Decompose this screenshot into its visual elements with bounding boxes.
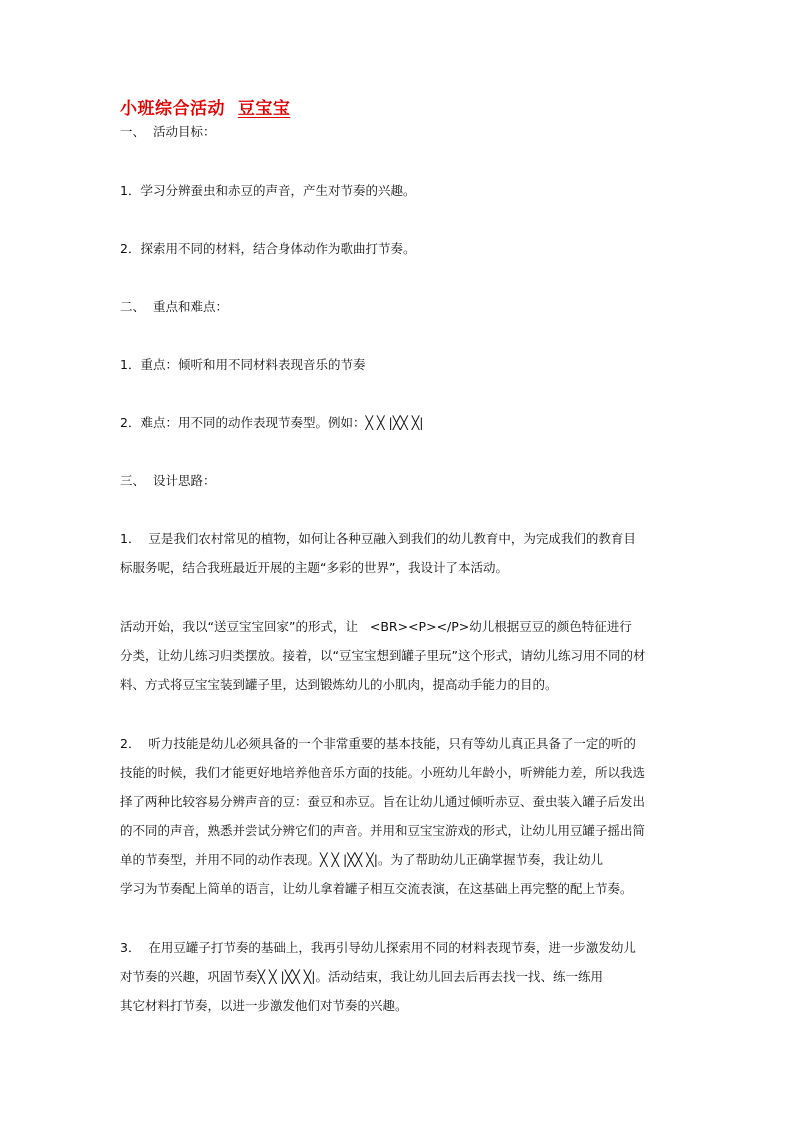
- line-text: 单的节奏型，并用不同的动作表现。: [120, 852, 321, 867]
- paragraph-line-with-rhythm: [120, 962, 676, 991]
- line-text: 。为了帮助幼儿正确掌握节奏，我让幼儿: [378, 852, 604, 867]
- rhythm-notation-end: ╳|: [407, 415, 424, 430]
- line-text: 。活动结束，我让幼儿回去后再去找一找、练一练用: [315, 969, 604, 984]
- page-title: [120, 94, 290, 119]
- rhythm-notation-underlined: ╳╳: [347, 852, 363, 867]
- key-point-1: 1．重点：倾听和用不同材料表现音乐的节奏: [120, 357, 366, 372]
- paragraph-line: 3． 在用豆罐子打节奏的基础上，我再引导幼儿探索用不同的材料表现节奏，进一步激发幼儿: [120, 940, 636, 955]
- section-heading-key-points: 二、 重点和难点：: [120, 299, 228, 314]
- key-point-2: [120, 415, 423, 431]
- paragraph-line: 分类，让幼儿练习归类摆放。接着，以“豆宝宝想到罐子里玩”这个形式，请幼儿练习用不同的材: [120, 648, 646, 663]
- rhythm-notation-end: ╳|: [299, 969, 316, 984]
- design-paragraph-3: [120, 729, 676, 903]
- paragraph-line: 技能的时候，我们才能更好地培养他音乐方面的技能。小班幼儿年龄小，听辨能力差，所以我选: [120, 765, 646, 780]
- rhythm-notation-underlined: ╳╳: [284, 969, 300, 984]
- goal-item-1: 1．学习分辨蚕虫和赤豆的声音，产生对节奏的兴趣。: [120, 183, 416, 198]
- rhythm-notation: ╳ ╳ |: [365, 415, 393, 430]
- section-heading-goals: 一、 活动目标：: [120, 124, 216, 139]
- paragraph-line: 标服务呢，结合我班最近开展的主题“多彩的世界”，我设计了本活动。: [120, 560, 508, 575]
- section-heading-design: 三、 设计思路：: [120, 473, 216, 488]
- title-prefix: 小班综合活动: [120, 99, 225, 119]
- design-paragraph-4: [120, 933, 676, 1020]
- paragraph-line-with-rhythm: [120, 845, 676, 874]
- design-paragraph-1: [120, 524, 676, 582]
- paragraph-line: 1． 豆是我们农村常见的植物，如何让各种豆融入到我们的幼儿教育中，为完成我们的教育目: [120, 531, 636, 546]
- rhythm-notation: ╳ ╳ |: [320, 852, 348, 867]
- goal-item-2: 2．探索用不同的材料，结合身体动作为歌曲打节奏。: [120, 241, 416, 256]
- paragraph-line: 择了两种比较容易分辨声音的豆：蚕豆和赤豆。旨在让幼儿通过倾听赤豆、蚕虫装入罐子后发出: [120, 794, 646, 809]
- rhythm-notation-underlined: ╳╳: [392, 415, 408, 430]
- line-text: 对节奏的兴趣，巩固节奏: [120, 969, 258, 984]
- key-point-2-text: 2．难点：用不同的动作表现节奏型。例如：: [120, 415, 366, 430]
- paragraph-line: 料、方式将豆宝宝装到罐子里，达到锻炼幼儿的小肌肉，提高动手能力的目的。: [120, 677, 558, 692]
- rhythm-notation: ╳ ╳ |: [257, 969, 285, 984]
- paragraph-line: 其它材料打节奏，以进一步激发他们对节奏的兴趣。: [120, 998, 408, 1013]
- title-underlined: 豆宝宝: [237, 99, 291, 119]
- paragraph-line: 2． 听力技能是幼儿必须具备的一个非常重要的基本技能，只有等幼儿真正具备了一定的听的: [120, 736, 636, 751]
- design-paragraph-2: [120, 612, 676, 699]
- rhythm-notation-end: ╳|: [362, 852, 379, 867]
- paragraph-line: 活动开始，我以“送豆宝宝回家”的形式，让 <BR><P></P>幼儿根据豆豆的颜色特征进行: [120, 619, 632, 634]
- paragraph-line: 学习为节奏配上简单的语言，让幼儿拿着罐子相互交流表演，在这基础上再完整的配上节奏。: [120, 881, 633, 896]
- paragraph-line: 的不同的声音，熟悉并尝试分辨它们的声音。并用和豆宝宝游戏的形式，让幼儿用豆罐子摇出简: [120, 823, 646, 838]
